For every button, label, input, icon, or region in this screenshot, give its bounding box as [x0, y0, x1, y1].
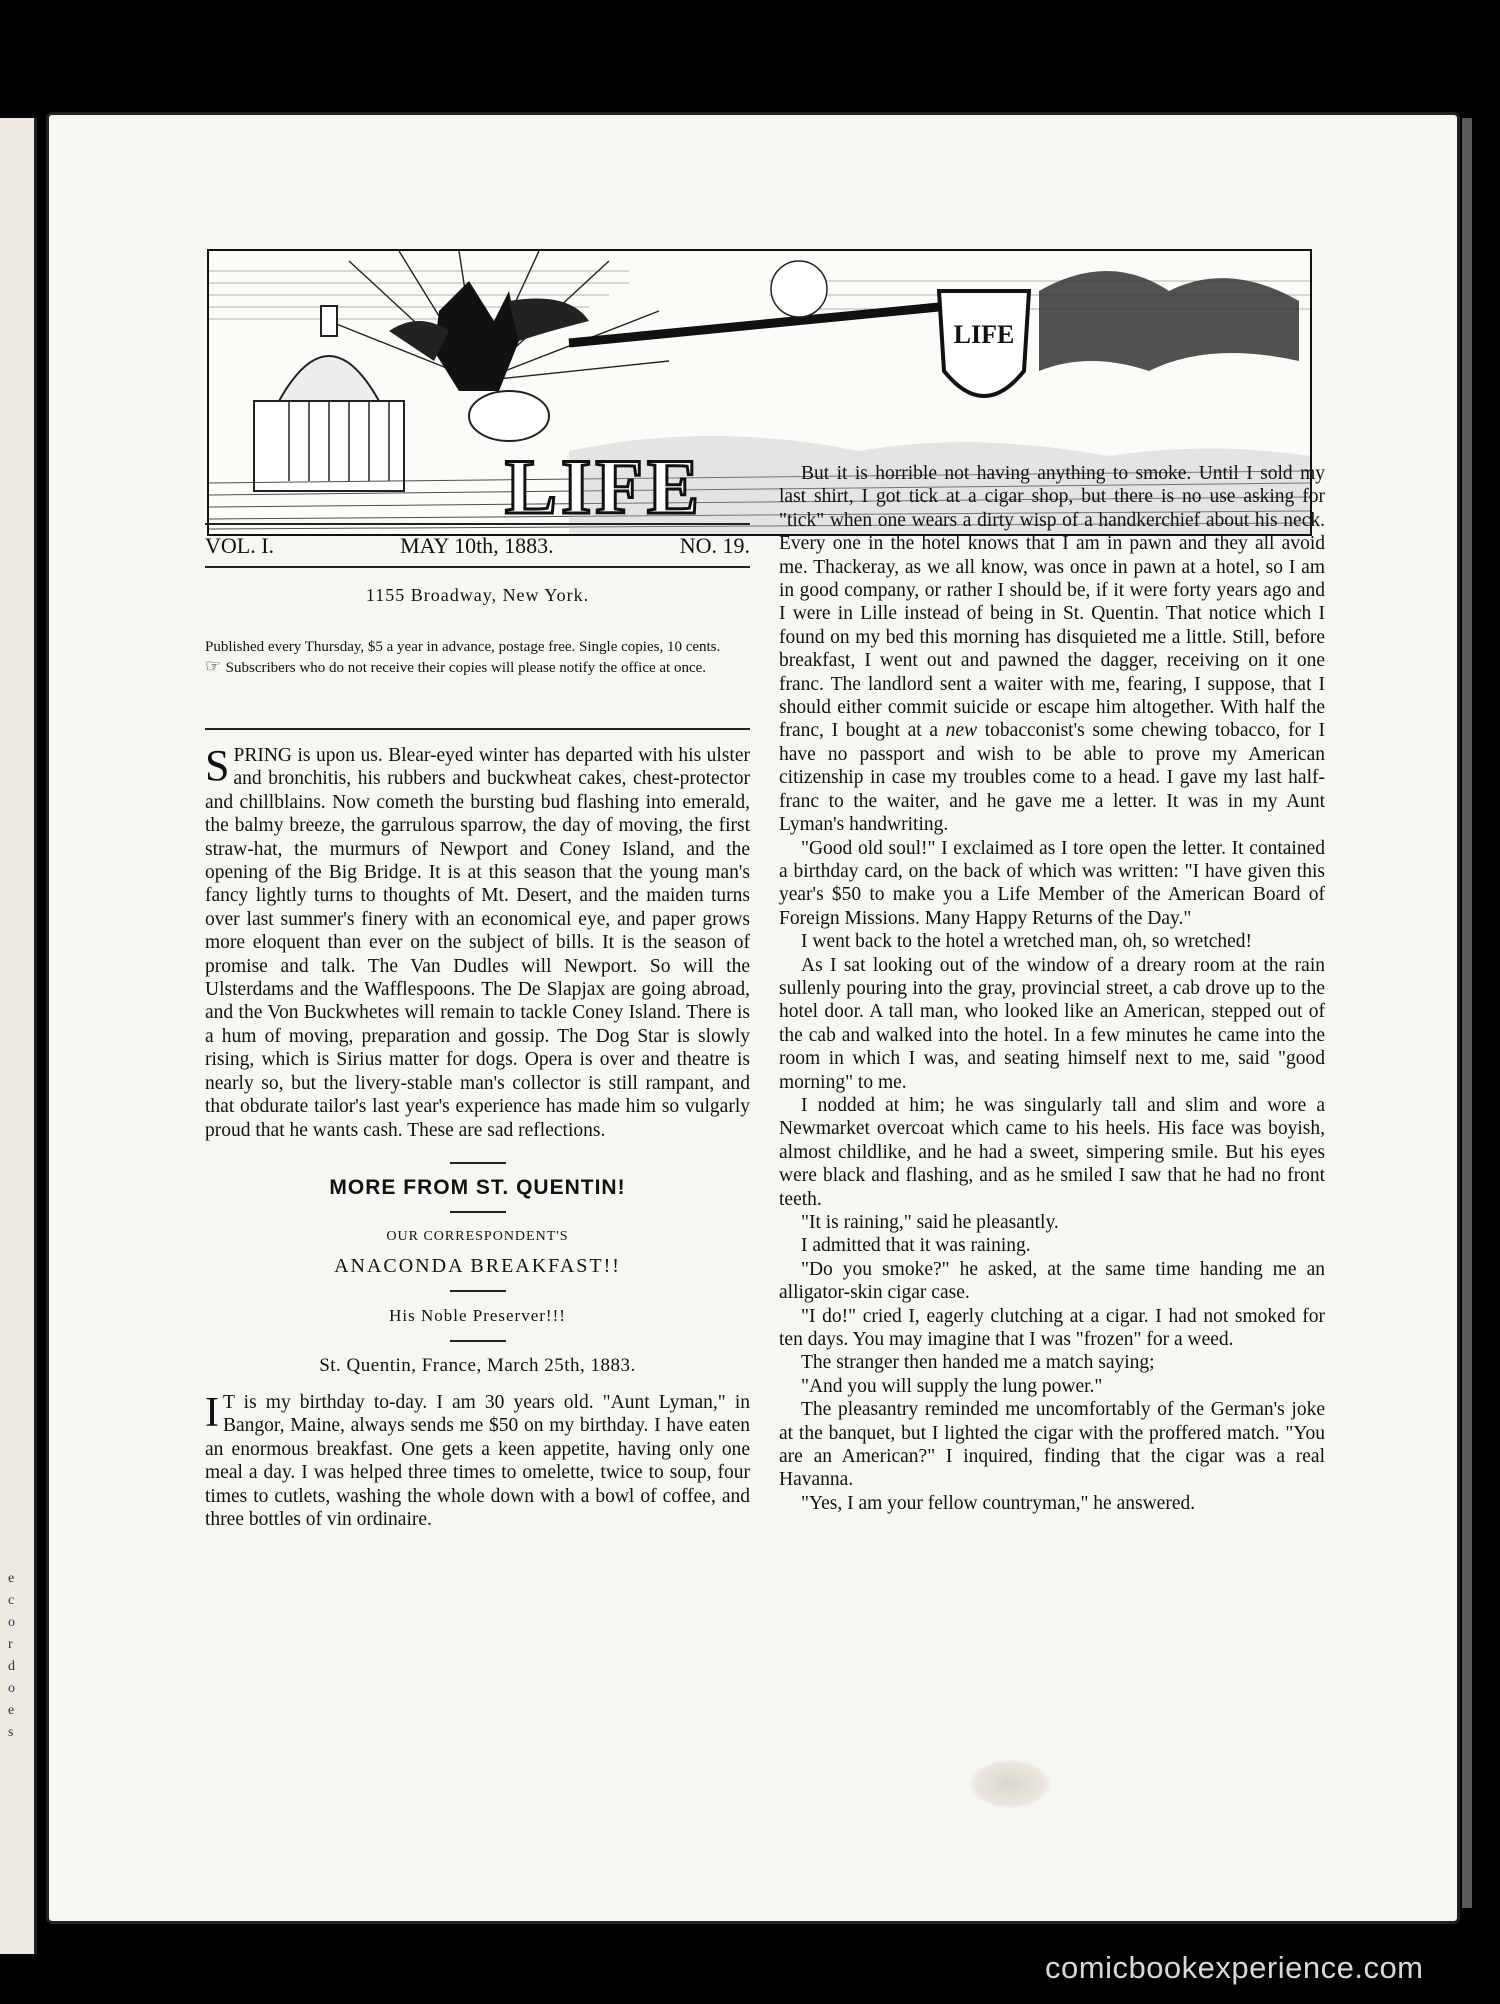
capitol-dome-drawing: [254, 306, 404, 491]
article-headline: MORE FROM ST. QUENTIN!: [329, 1175, 626, 1199]
issue-rule: [205, 566, 750, 568]
pointing-hand-icon: ☞: [205, 656, 226, 676]
top-rule: [205, 523, 750, 525]
body-paragraph: "And you will supply the lung power.": [801, 1375, 1103, 1397]
publication-info: [205, 638, 750, 678]
paper-stain: [970, 1760, 1050, 1808]
issue-date: MAY 10th, 1883.: [400, 533, 554, 558]
subscriber-notice: Subscribers who do not receive their copies will please notify the office at once.: [225, 660, 707, 676]
life-shield-drawing: [939, 291, 1029, 396]
article-paragraph: [205, 1391, 750, 1531]
devil-figure-drawing: [389, 281, 589, 441]
body-paragraph: I went back to the hotel a wretched man, oh, so wretched!: [801, 931, 1253, 953]
site-watermark: comicbookexperience.com: [1045, 1950, 1424, 1985]
article-deck: His Noble Preserver!!!: [389, 1306, 566, 1326]
previous-page-edge: [0, 118, 37, 1954]
section-divider: [450, 1162, 506, 1164]
emphasis-word: new: [945, 720, 978, 742]
svg-text:LIFE: LIFE: [953, 320, 1015, 349]
body-paragraph: As I sat looking out of the window of a dreary room at the rain sullenly pouring into the gray, provincial street, a cab drove up to the hotel door. A tall man, who looked like an American, stepped out of the cab and walked into the hotel. In a few minutes he came into the room in which I was, and seating himself next to me, said "good morning" to me.: [779, 954, 1325, 1093]
body-paragraph: "It is raining," said he pleasantly.: [801, 1212, 1059, 1233]
office-address: 1155 Broadway, New York.: [365, 585, 590, 605]
body-paragraph: The pleasantry reminded me uncomfortably of the German's joke at the banquet, but I lighted the cigar with the proffered match. "You are an American?" I inquired, finding that the cigar was a real Havanna.: [779, 1399, 1325, 1491]
article-subhead: ANACONDA BREAKFAST!!: [334, 1254, 621, 1277]
publication-terms: Published every Thursday, $5 a year in advance, postage free. Single copies, 10 cents.: [205, 639, 721, 655]
editorial-dropcap: S: [205, 741, 230, 790]
article-paragraph-text: T is my birthday to-day. I am 30 years old. "Aunt Lyman," in Bangor, Maine, always sends me $50 on my birthday. I have eaten an enormous breakfast. One gets a keen appetite, having only one meal a day. I was helped three times to omelette, twice to soup, four times to cutlets, washing the whole down with a bowl of coffee, and three bottles of vin ordinaire.: [205, 1391, 750, 1530]
article-kicker: OUR CORRESPONDENT'S: [386, 1229, 569, 1245]
headline-divider: [450, 1211, 506, 1213]
subhead-divider: [450, 1290, 506, 1292]
page-stack-edge: [1462, 118, 1472, 1908]
body-paragraph: "I do!" cried I, eagerly clutching at a cigar. I had not smoked for ten days. You may imagine that I was "frozen" for a weed.: [779, 1305, 1325, 1351]
body-paragraph: "Do you smoke?" he asked, at the same time handing me an alligator-skin cigar case.: [779, 1258, 1325, 1304]
body-paragraph: I admitted that it was raining.: [801, 1235, 1031, 1257]
article-dropcap: I: [205, 1389, 219, 1436]
body-paragraph: "Good old soul!" I exclaimed as I tore open the letter. It contained a birthday card, on the back of which was written: "I have given this year's $50 to make you a Life Member of the American Board of Foreign Missions. Many Happy Returns of the Day.": [779, 837, 1325, 929]
right-column: [779, 462, 1325, 1515]
info-rule: [205, 728, 750, 730]
issue-number: NO. 19.: [679, 533, 750, 558]
life-logo-text: LIFE: [504, 443, 704, 530]
editorial-text: PRING is upon us. Blear-eyed winter has departed with his ulster and bronchitis, his rubbers and buckwheat cakes, chest-protector and chillblains. Now cometh the bursting bud flashing into emerald, the balmy breeze, the garrulous sparrow, the day of moving, the first straw-hat, the murmurs of Newport and Coney Island, and the opening of the Big Bridge. It is at this season that the young man's fancy lightly turns to thoughts of Mt. Desert, and the maiden turns over last summer's finery with an economical eye, and paper grows more eloquent than ever on the subject of bills. It is the season of promise and talk. The Van Dudles will Newport. So will the Ulsterdams and the Wafflespoons. The De Slapjax are going abroad, and the Von Buckwhetes will remain to tackle Coney Island. There is a hum of moving, preparation and gossip. The Dog Star is slowly rising, which is Sirius matter for dogs. Opera is over and theatre is nearly so, but the livery-stable man's collector is still rampant, and that obdurate tailor's last year's experience has made him so vulgarly proud that he wants cash. These are sad reflections.: [205, 745, 750, 1141]
issue-line: [205, 533, 750, 559]
editorial-paragraph: [205, 741, 750, 1142]
body-paragraph: I nodded at him; he was singularly tall and slim and wore a Newmarket overcoat which came to his heels. His face was boyish, almost childlike, and he had a sweet, simpering smile. But his eyes were black and flashing, and as he smiled I saw that he had no front teeth.: [779, 1094, 1325, 1210]
previous-page-margin-marks: e c o r d o e s: [8, 1571, 15, 1740]
volume-number: VOL. I.: [205, 533, 275, 558]
deck-divider: [450, 1340, 506, 1342]
body-paragraph: "Yes, I am your fellow countryman," he answered.: [801, 1492, 1196, 1514]
left-column: [205, 741, 750, 1531]
body-paragraph: But it is horrible not having anything to smoke. Until I sold my last shirt, I got tick at a cigar shop, but there is no use asking for "tick" when one wears a dirty wisp of a handkerchief about his neck. Every one in the hotel knows that I am in pawn and they all avoid me. Thackeray, as we all know, was once in pawn at a hotel, so I am in good company, or rather I should be, if it were forty years ago and I were in Lille instead of being in St. Quentin. That notice which I found on my bed this morning has disquieted me a little. Still, before breakfast, I went out and pawned the dagger, receiving on it one franc. The landlord sent a waiter with me, fearing, I suppose, that I should either commit suicide or escape him altogether. With half the franc, I bought at a new tobacconist's some chewing tobacco, for I have no passport and wish to be able to prove my American citizenship in case my troubles come to a head. I gave my last half-franc to the waiter, and he gave me a letter. It was in my Aunt Lyman's handwriting.: [779, 463, 1325, 836]
article-dateline: St. Quentin, France, March 25th, 1883.: [319, 1354, 636, 1376]
body-paragraph: The stranger then handed me a match saying;: [801, 1352, 1155, 1374]
